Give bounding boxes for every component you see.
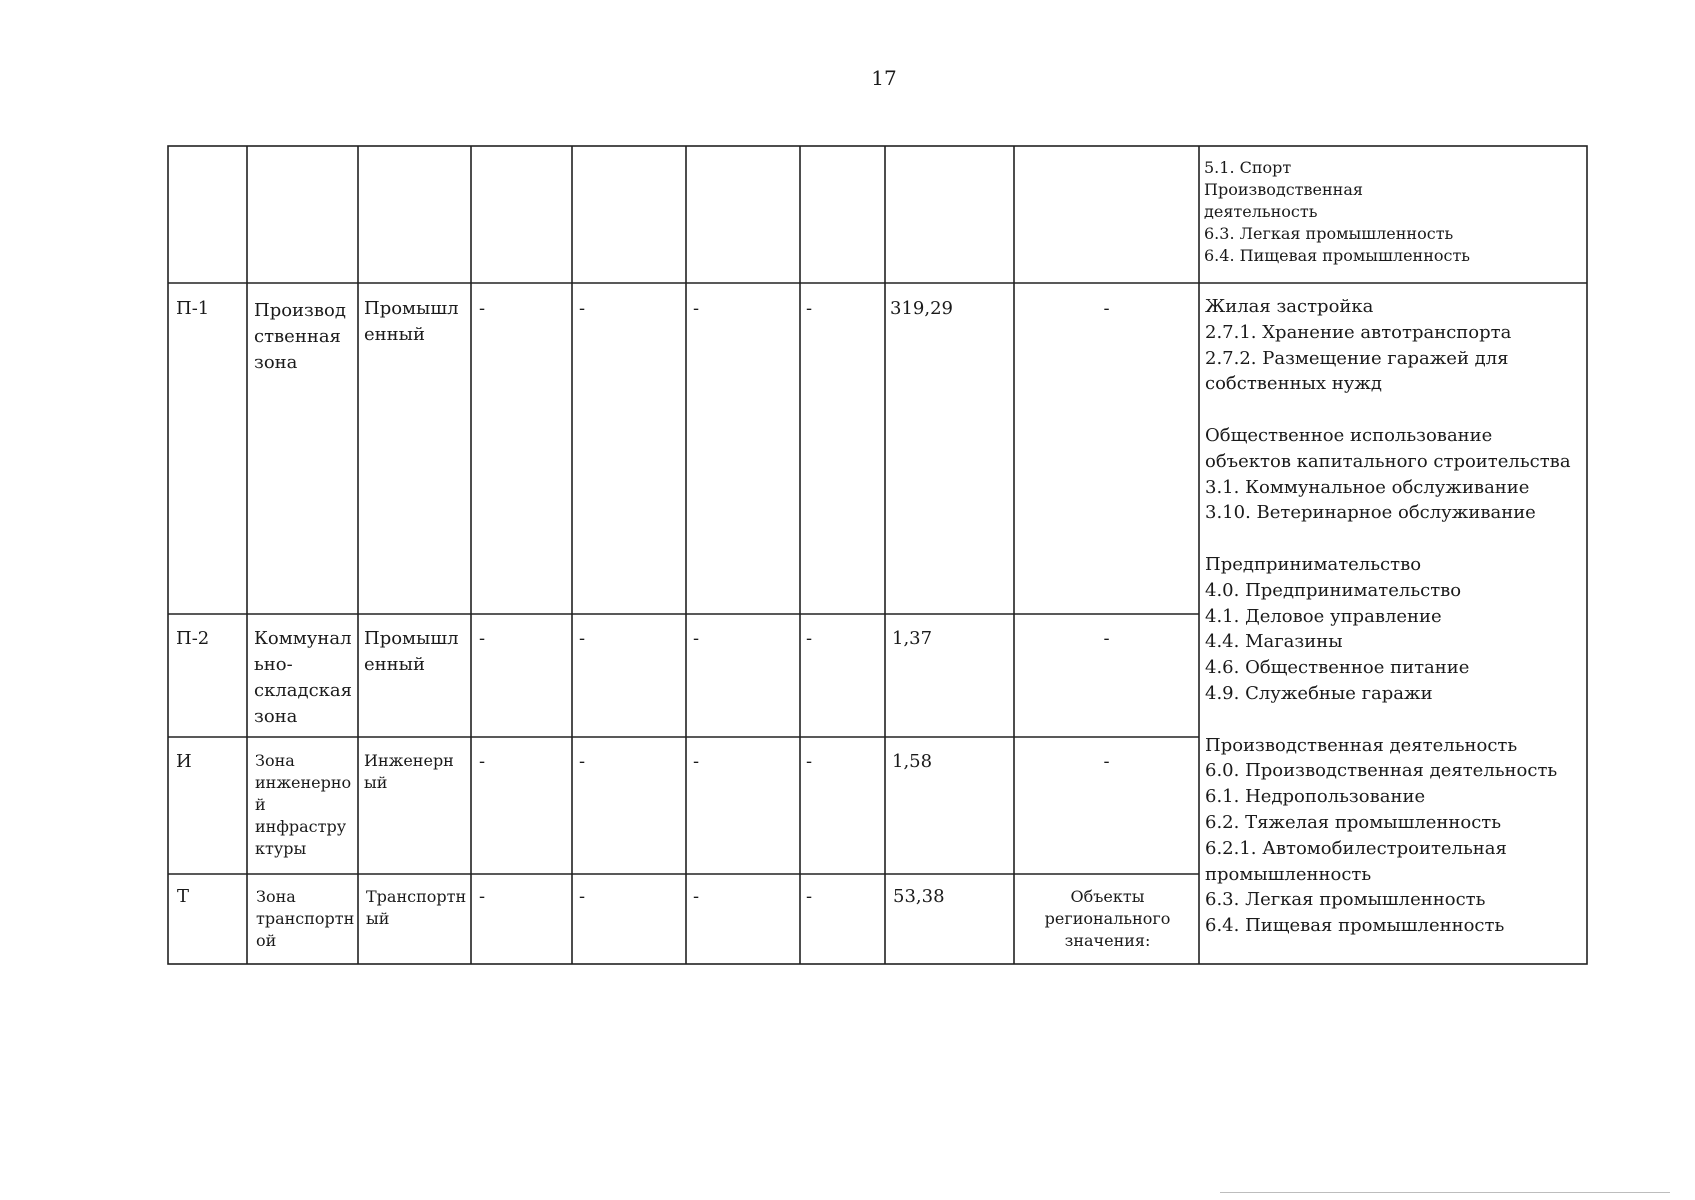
- zone-area: 1,37: [892, 628, 933, 649]
- zone-area: 53,38: [893, 886, 945, 907]
- zone-code: Т: [177, 886, 190, 907]
- continuation-uses-cell: 5.1. Спорт Производственная деятельность 6.3. Легкая промышленность 6.4. Пищевая промышленность: [1204, 158, 1471, 265]
- cell-value: -: [693, 628, 700, 649]
- cell-value: -: [479, 751, 486, 772]
- zone-type: Транспортн ый: [366, 887, 467, 928]
- cell-value: -: [579, 886, 586, 907]
- zone-name: Производ ственная зона: [254, 300, 346, 373]
- cell-value: -: [806, 298, 813, 319]
- zone-area: 319,29: [890, 298, 953, 319]
- cell-value: -: [579, 298, 586, 319]
- zone-objects: Объекты регионального значения:: [1044, 887, 1171, 950]
- zone-objects: -: [1103, 628, 1110, 649]
- cell-value: -: [579, 628, 586, 649]
- cell-value: -: [806, 751, 813, 772]
- zone-objects: -: [1103, 298, 1110, 319]
- cell-value: -: [693, 298, 700, 319]
- zone-objects: -: [1103, 751, 1110, 772]
- zone-name: Зона инженерно й инфрастру ктуры: [255, 751, 352, 858]
- cell-value: -: [693, 886, 700, 907]
- zone-type: Инженерн ый: [364, 751, 454, 792]
- cell-value: -: [479, 886, 486, 907]
- zone-code: И: [176, 751, 192, 772]
- cell-value: -: [806, 628, 813, 649]
- cell-value: -: [806, 886, 813, 907]
- zone-type: Промышл енный: [364, 298, 459, 345]
- zone-name: Коммунал ьно- складская зона: [254, 628, 352, 727]
- cell-value: -: [693, 751, 700, 772]
- permitted-uses-cell: Жилая застройка 2.7.1. Хранение автотранспорта 2.7.2. Размещение гаражей для собственных нужд Общественное использование объектов капитального строительства 3.1. Коммунальное обслуживание 3.10. Ветеринарное обслуживание Предпринимательство 4.0. Предпринимательство 4.1. Деловое управление 4.4. Магазины 4.6. Общественное питание 4.9. Служебные гаражи Производственная деятельность 6.0. Производственная деятельность 6.1. Недропользование 6.2. Тяжелая промышленность 6.2.1. Автомобилестроительная промышленность 6.3. Легкая промышленность 6.4. Пищевая промышленность: [1205, 296, 1571, 937]
- footer-divider: [1220, 1192, 1670, 1193]
- zone-area: 1,58: [892, 751, 933, 772]
- zone-code: П-1: [176, 298, 210, 319]
- zone-type: Промышл енный: [364, 628, 459, 675]
- cell-value: -: [579, 751, 586, 772]
- zone-name: Зона транспортн ой: [256, 887, 355, 950]
- cell-value: -: [479, 628, 486, 649]
- page-number: 17: [871, 66, 897, 90]
- cell-value: -: [479, 298, 486, 319]
- zone-code: П-2: [176, 628, 210, 649]
